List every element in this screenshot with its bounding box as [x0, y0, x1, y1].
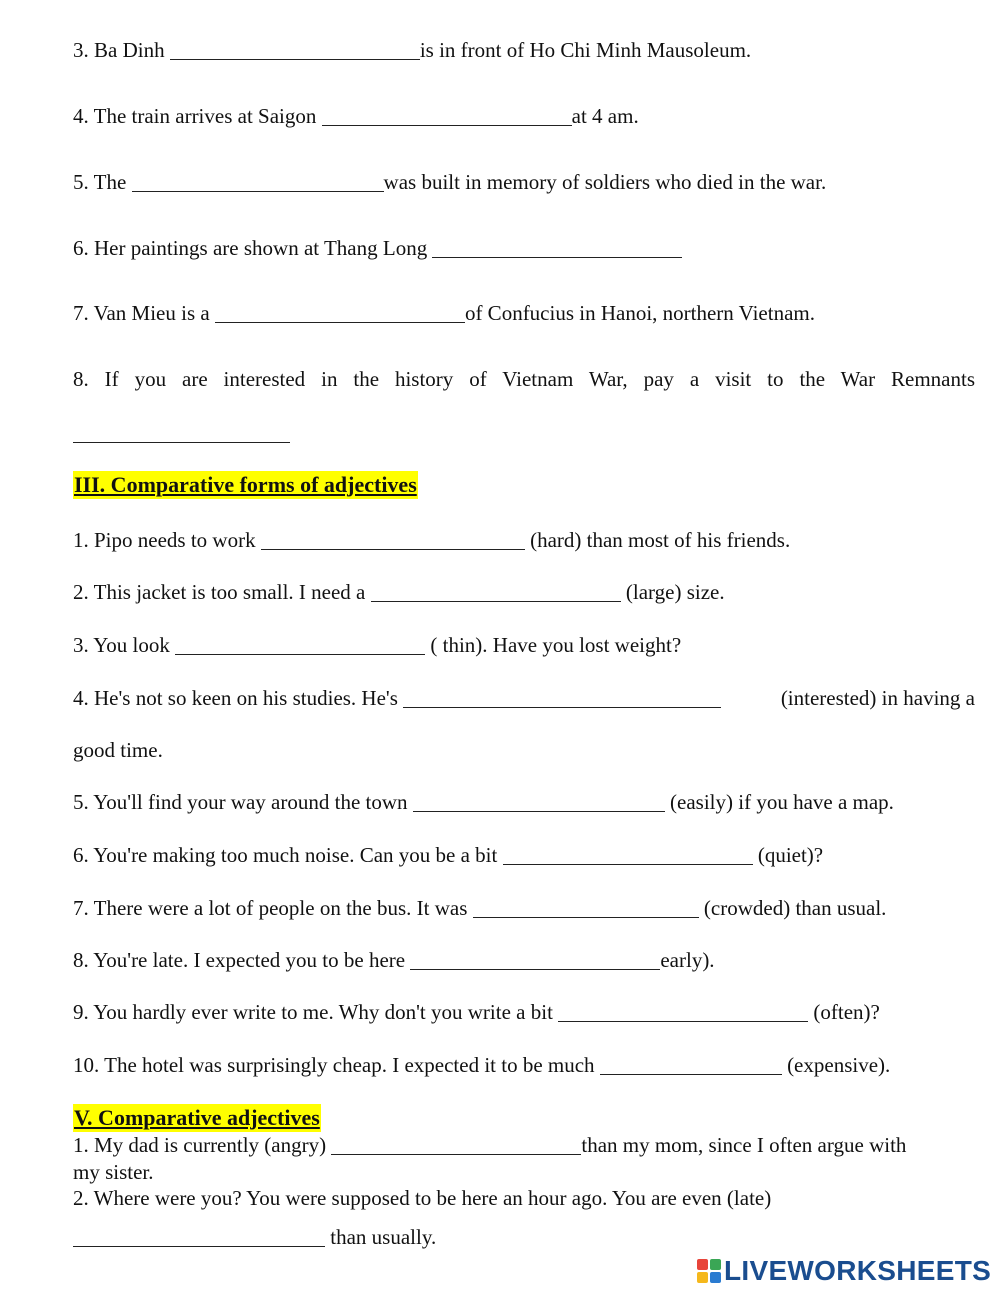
- answer-blank[interactable]: [503, 844, 753, 865]
- answer-blank[interactable]: [215, 302, 465, 323]
- answer-blank[interactable]: [322, 105, 572, 126]
- liveworksheets-logo[interactable]: [697, 1253, 991, 1289]
- exercise-5-item-2: 2. Where were you? You were supposed to be here an hour ago. You are even (late): [73, 1186, 772, 1210]
- exercise-2-item-8-cont: [73, 420, 290, 446]
- exercise-5-item-1-cont: my sister.: [73, 1160, 154, 1184]
- exercise-3-item-8: 8. You're late. I expected you to be here early).: [73, 948, 715, 972]
- exercise-5-item-1: 1. My dad is currently (angry) than my mom, since I often argue with: [73, 1133, 907, 1157]
- exercise-3-item-9: 9. You hardly ever write to me. Why don't you write a bit (often)?: [73, 1000, 880, 1024]
- answer-blank[interactable]: [132, 171, 384, 192]
- answer-blank[interactable]: [473, 897, 699, 918]
- section-heading-comparative-forms: III. Comparative forms of adjectives: [74, 472, 417, 497]
- answer-blank[interactable]: [410, 949, 660, 970]
- answer-blank[interactable]: [170, 39, 420, 60]
- exercise-3-item-5: 5. You'll find your way around the town (easily) if you have a map.: [73, 790, 894, 814]
- answer-blank[interactable]: [403, 687, 721, 708]
- answer-blank[interactable]: [73, 422, 290, 443]
- answer-blank[interactable]: [331, 1134, 581, 1155]
- liveworksheets-logo-icon: [697, 1259, 721, 1283]
- exercise-3-item-1: 1. Pipo needs to work (hard) than most of his friends.: [73, 528, 791, 552]
- brand-name: LIVEWORKSHEETS: [724, 1255, 992, 1286]
- exercise-3-item-2: 2. This jacket is too small. I need a (large) size.: [73, 580, 725, 604]
- exercise-3-item-4-tail: (interested) in having a: [780, 686, 975, 710]
- exercise-2-item-6: 6. Her paintings are shown at Thang Long: [73, 235, 682, 261]
- answer-blank[interactable]: [432, 237, 682, 258]
- exercise-2-item-7: 7. Van Mieu is a of Confucius in Hanoi, northern Vietnam.: [73, 301, 815, 325]
- answer-blank[interactable]: [600, 1054, 782, 1075]
- answer-blank[interactable]: [73, 1226, 325, 1247]
- section-heading-comparative-adjectives: V. Comparative adjectives: [74, 1105, 320, 1130]
- exercise-3-item-6: 6. You're making too much noise. Can you be a bit (quiet)?: [73, 843, 824, 867]
- exercise-2-item-3: 3. Ba Dinh is in front of Ho Chi Minh Mausoleum.: [73, 38, 752, 62]
- exercise-3-item-4-cont: good time.: [73, 738, 163, 762]
- answer-blank[interactable]: [371, 581, 621, 602]
- answer-blank[interactable]: [558, 1001, 808, 1022]
- exercise-3-item-10: 10. The hotel was surprisingly cheap. I expected it to be much (expensive).: [73, 1053, 891, 1077]
- exercise-2-item-5: 5. The was built in memory of soldiers who died in the war.: [73, 170, 827, 194]
- answer-blank[interactable]: [261, 529, 525, 550]
- exercise-2-item-8: 8. If you are interested in the history of Vietnam War, pay a visit to the War Remnants: [73, 367, 975, 391]
- exercise-5-item-2-cont: than usually.: [73, 1224, 436, 1250]
- exercise-2-item-4: 4. The train arrives at Saigon at 4 am.: [73, 104, 639, 128]
- answer-blank[interactable]: [413, 791, 665, 812]
- answer-blank[interactable]: [175, 634, 425, 655]
- exercise-3-item-7: 7. There were a lot of people on the bus. It was (crowded) than usual.: [73, 896, 887, 920]
- exercise-3-item-3: 3. You look ( thin). Have you lost weight?: [73, 633, 682, 657]
- exercise-3-item-4: 4. He's not so keen on his studies. He's: [73, 685, 721, 711]
